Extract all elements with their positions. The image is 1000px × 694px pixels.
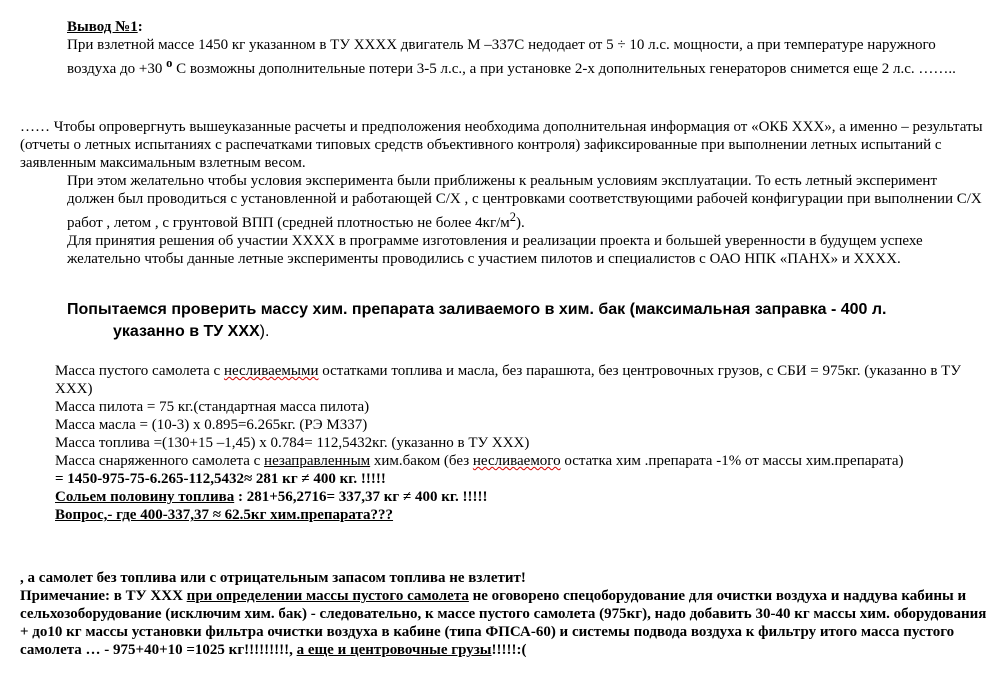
note-paragraph: Примечание: в ТУ ХХХ при определении массы пустого самолета не оговорено спецоборудование для очистки воздуха и наддува кабины и сельхозоборудование (исключим хим. бак) - следовательно, к массе пустого самолета (975кг), надо добавить 30-40 кг массы хим. оборудования + до10 кг массы установки фильтра очистки воздуха в кабине (типа ФПСА-60) и системы подвода воздуха к фильтру итого масса пустого самолета … - 975+40+10 =1025 кг!!!!!!!!!, а еще и центровочные грузы!!!!!:( [20,588,987,658]
conclusion-paragraph-2: …… Чтобы опровергнуть вышеуказанные расчеты и предположения необходима дополнительная информация от «ОКБ ХХХ», а именно – результаты (отчеты о летных испытаниях с распечатками типовых средств объективного контроля) зафиксированные при выполнении летных испытаний с заявленным максимальным взлетным весом. При этом желательно чтобы условия эксперимента были приближены к реальным условиям эксплуатации. То есть летный эксперимент должен был проводиться с установленной и работающей С/Х , с центровками соответствующими рабочей конфигурации при выполнении С/Х работ , летом , с грунтовой ВПП (средней плотностью не более $4кг/м^2$). Для принятия решения об участии ХХХХ в программе изготовления и реализации проекта и большей уверенности в будущем успехе желательно чтобы данные летные эксперименты проводились с участием пилотов и специалистов с ОАО НПК «ПАНХ» и ХХХХ. [20,118,988,268]
fuel-mass-line: Масса топлива =(130+15 –1,45) х 0.784= 112,5432кг. (указанно в ТУ ХХХ) [55,435,530,451]
pilot-mass-line: Масса пилота = 75 кг.(стандартная масса пилота) [55,399,370,415]
result-line-2: Сольем половину топлива : 281+56,2716= 337,37 кг ≠ 400 кг. !!!!! [55,489,488,505]
section-headline: Попытаемся проверить массу хим. препарата заливаемого в хим. бак (максимальная заправка - 400 л. указанно в ТУ ХХХ). [67,301,887,340]
empty-mass-line: Масса пустого самолета с несливаемыми остатками топлива и масла, без парашюта, без центровочных грузов, с СБИ = 975кг. (указанно в ТУ ХХХ) [55,363,961,397]
question-line: Вопрос,- где 400-337,37 ≈ 62.5кг хим.препарата??? [55,507,394,523]
conclusion-paragraph-3: При этом желательно чтобы условия эксперимента были приближены к реальным условиям эксплуатации. То есть летный эксперимент должен был проводиться с установленной и работающей С/Х , с центровками соответствующими рабочей конфигурации при выполнении С/Х работ , летом , с грунтовой ВПП (средней плотностью не более $4кг/м^2$). [67,173,982,231]
footer-section [20,569,988,659]
result-line-1: = 1450-975-75-6.265-112,5432≈ 281 кг ≠ 400 кг. !!!!! [55,471,386,487]
footer-line-1: , а самолет без топлива или с отрицательным запасом топлива не взлетит! [20,570,526,586]
oil-mass-line: Масса масла = (10-3) х 0.895=6.265кг. (РЭ М337) [55,417,368,433]
mass-calculation [20,362,988,524]
conclusion-section [20,18,988,78]
conclusion-paragraph-1: При взлетной массе 1450 кг указанном в ТУ ХХХХ двигатель М –337С недодает от 5 ÷ 10 л.с. мощности, а при температуре наружного воздуха до +30 $^о$ С возможны дополнительные потери 3-5 л.с., а при установке 2-х дополнительных генераторов снимется еще 2 л.с. …….. [67,37,956,77]
conclusion-title: Вывод №1: [67,19,143,35]
equipped-mass-line: Масса снаряженного самолета с незаправленным хим.баком (без несливаемого остатка хим .препарата -1% от массы хим.препарата) [55,453,904,469]
conclusion-paragraph-4: Для принятия решения об участии ХХХХ в программе изготовления и реализации проекта и большей уверенности в будущем успехе желательно чтобы данные летные эксперименты проводились с участием пилотов и специалистов с ОАО НПК «ПАНХ» и ХХХХ. [67,233,923,267]
